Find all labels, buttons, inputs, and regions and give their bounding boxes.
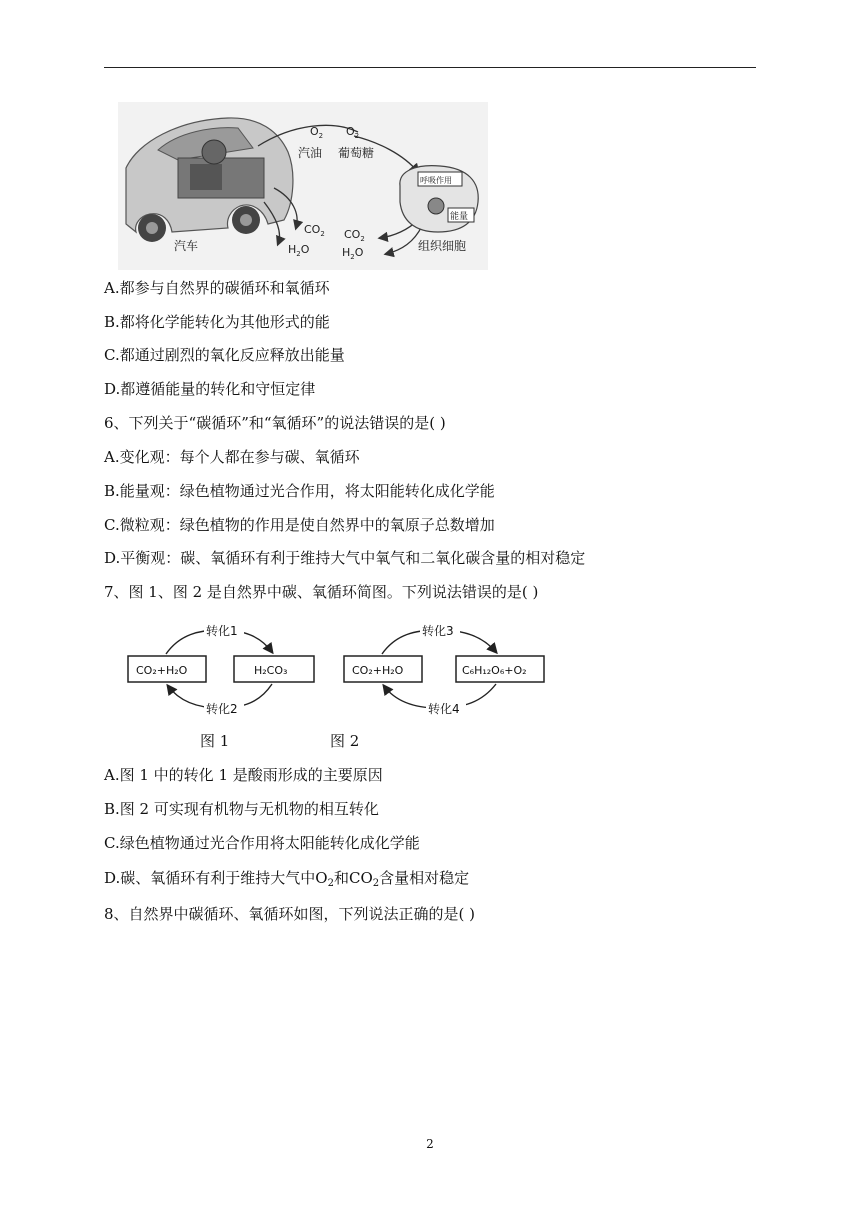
glucose-label: 葡萄糖 bbox=[338, 146, 375, 160]
figure-1-caption: 图 1 bbox=[200, 732, 230, 750]
q6-option-a: A.变化观：每个人都在参与碳、氧循环 bbox=[104, 448, 360, 466]
box-co2-h2o-right: CO₂+H₂O bbox=[352, 664, 404, 677]
page-number: 2 bbox=[426, 1137, 434, 1151]
q7-option-d: D.碳、氧循环有利于维持大气中$O_2$和$CO_2$含量相对稳定 bbox=[104, 869, 470, 889]
respiration-label: 呼吸作用 bbox=[420, 176, 452, 185]
q5-option-a: A.都参与自然界的碳循环和氧循环 bbox=[104, 279, 330, 297]
box-h2co3: H₂CO₃ bbox=[254, 664, 288, 677]
svg-text:CO2: $CO_2$ bbox=[344, 228, 365, 243]
conversion-1-label: 转化1 bbox=[206, 624, 238, 638]
q6-option-c: C.微粒观：绿色植物的作用是使自然界中的氧原子总数增加 bbox=[104, 516, 495, 534]
car-label: 汽车 bbox=[174, 239, 199, 253]
gasoline-label: 汽油 bbox=[298, 146, 323, 160]
svg-text:H2O: $H_2O$ bbox=[288, 243, 310, 258]
q8-stem: 8、自然界中碳循环、氧循环如图，下列说法正确的是( ) bbox=[104, 905, 476, 923]
header-rule bbox=[104, 67, 756, 68]
q5-option-d: D.都遵循能量的转化和守恒定律 bbox=[104, 380, 316, 398]
conversion-3-label: 转化3 bbox=[422, 624, 454, 638]
box-co2-h2o-left: CO₂+H₂O bbox=[136, 664, 188, 677]
q7-stem: 7、图 1、图 2 是自然界中碳、氧循环简图。下列说法错误的是( ) bbox=[104, 583, 539, 601]
q7-option-b: B.图 2 可实现有机物与无机物的相互转化 bbox=[104, 800, 379, 818]
box-glucose-o2: C₆H₁₂O₆+O₂ bbox=[462, 664, 527, 677]
q6-option-d: D.平衡观：碳、氧循环有利于维持大气中氧气和二氧化碳含量的相对稳定 bbox=[104, 549, 586, 567]
conversion-cycle-figure bbox=[120, 616, 560, 720]
q7-option-a: A.图 1 中的转化 1 是酸雨形成的主要原因 bbox=[104, 766, 383, 784]
q5-option-b: B.都将化学能转化为其他形式的能 bbox=[104, 313, 330, 331]
figure-2-caption: 图 2 bbox=[330, 732, 360, 750]
cell-label: 组织细胞 bbox=[418, 239, 467, 253]
svg-text:O2: $O_2$ bbox=[310, 125, 324, 140]
svg-text:H2O: $H_2O$ bbox=[342, 246, 364, 261]
q6-stem: 6、下列关于“碳循环”和“氧循环”的说法错误的是( ) bbox=[104, 414, 446, 432]
svg-text:CO2: $CO_2$ bbox=[304, 223, 325, 238]
q5-option-c: C.都通过剧烈的氧化反应释放出能量 bbox=[104, 346, 345, 364]
car-cell-energy-figure bbox=[118, 102, 488, 270]
q7-option-c: C.绿色植物通过光合作用将太阳能转化成化学能 bbox=[104, 834, 420, 852]
conversion-2-label: 转化2 bbox=[206, 702, 238, 716]
conversion-4-label: 转化4 bbox=[428, 702, 460, 716]
svg-text:O2: $O_2$ bbox=[346, 125, 360, 140]
q6-option-b: B.能量观：绿色植物通过光合作用，将太阳能转化成化学能 bbox=[104, 482, 495, 500]
energy-label: 能量 bbox=[450, 212, 469, 222]
